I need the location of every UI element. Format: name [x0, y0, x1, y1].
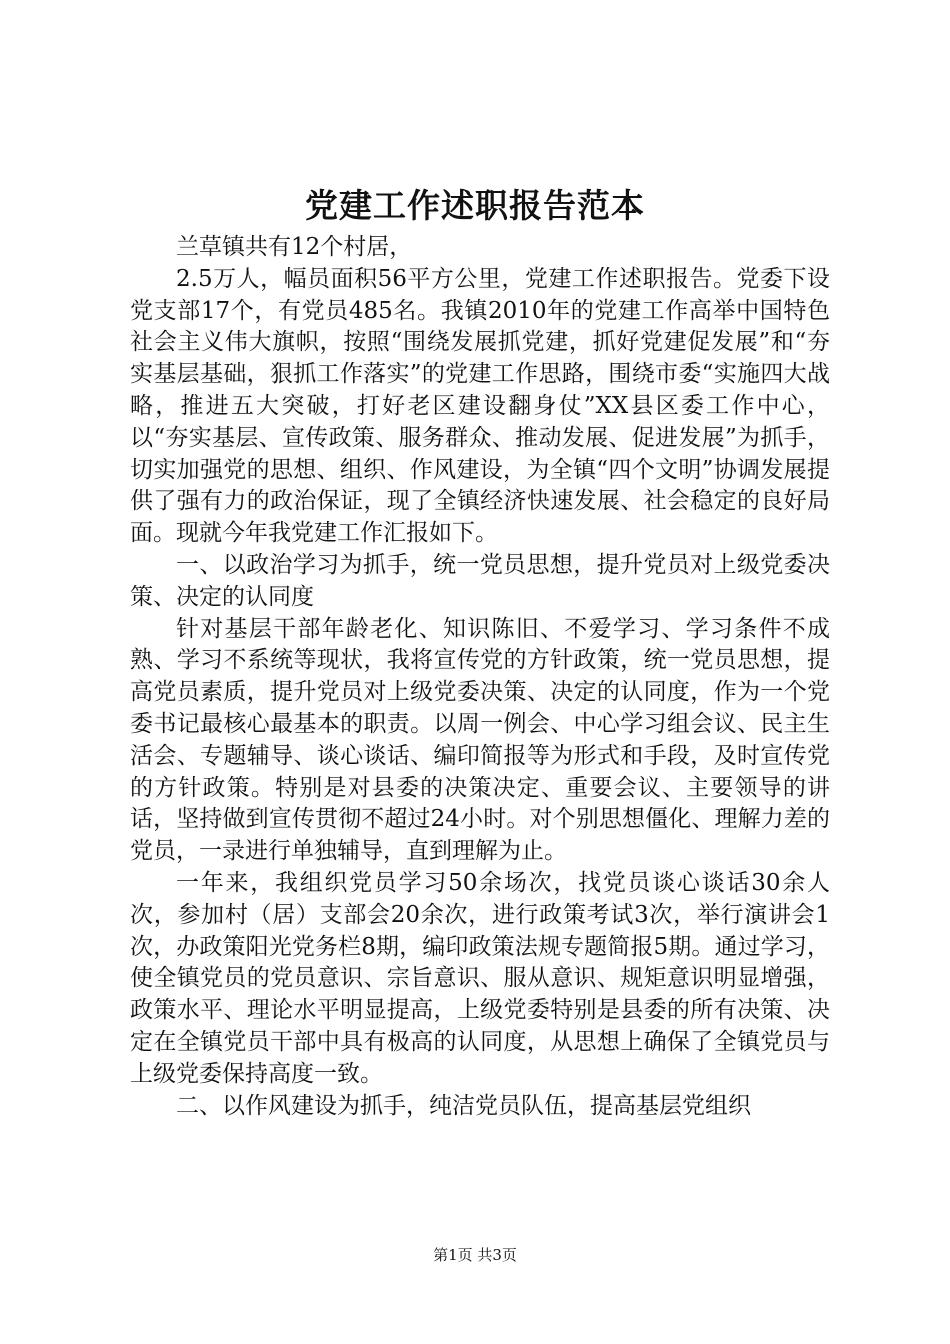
paragraph-results: 一年来，我组织党员学习50余场次，找党员谈心谈话30余人次，参加村（居）支部会20余次，进行政策考试3次，举行演讲会1次，办政策阳光党务栏8期，编印政策法规专题简报5期。通过学习，使全镇党员的党员意识、宗旨意识、服从意识、规矩意识明显增强，政策水平、理论水平明显提高，上级党委特别是县委的所有决策、决定在全镇党员干部中具有极高的认同度，从思想上确保了全镇党员与上级党委保持高度一致。 — [130, 869, 830, 1087]
document-body — [130, 232, 830, 1122]
section-heading-2: 二、以作风建设为抓手，纯洁党员队伍，提高基层党组织 — [176, 1092, 751, 1119]
section-heading-1: 一、以政治学习为抓手，统一党员思想，提升党员对上级党委决策、决定的认同度 — [130, 551, 830, 610]
paragraph-study: 针对基层干部年龄老化、知识陈旧、不爱学习、学习条件不成熟、学习不系统等现状，我将宣传党的方针政策，统一党员思想，提高党员素质，提升党员对上级党委决策、决定的认同度，作为一个党委书记最核心最基本的职责。以周一例会、中心学习组会议、民主生活会、专题辅导、谈心谈话、编印简报等为形式和手段，及时宣传党的方针政策。特别是对县委的决策决定、重要会议、主要领导的讲话，坚持做到宣传贯彻不超过24小时。对个别思想僵化、理解力差的党员，一录进行单独辅导，直到理解为止。 — [130, 615, 830, 865]
page-footer: 第1页 共3页 — [433, 1246, 517, 1264]
paragraph-intro: 兰草镇共有12个村居， — [176, 234, 413, 260]
paragraph-overview: 2.5万人，幅员面积56平方公里，党建工作述职报告。党委下设党支部17个，有党员485名。我镇2010年的党建工作高举中国特色社会主义伟大旗帜，按照“围绕发展抓党建，抓好党建促发展”和“夯实基层基础，狠抓工作落实”的党建工作思路，围绕市委“实施四大战略，推进五大突破，打好老区建设翻身仗”XX县区委工作中心，以“夯实基层、宣传政策、服务群众、推动发展、促进发展”为抓手，切实加强党的思想、组织、作风建设，为全镇“四个文明”协调发展提供了强有力的政治保证，现了全镇经济快速发展、社会稳定的良好局面。现就今年我党建工作汇报如下。 — [130, 265, 830, 547]
document-title: 党建工作述职报告范本 — [305, 186, 645, 225]
